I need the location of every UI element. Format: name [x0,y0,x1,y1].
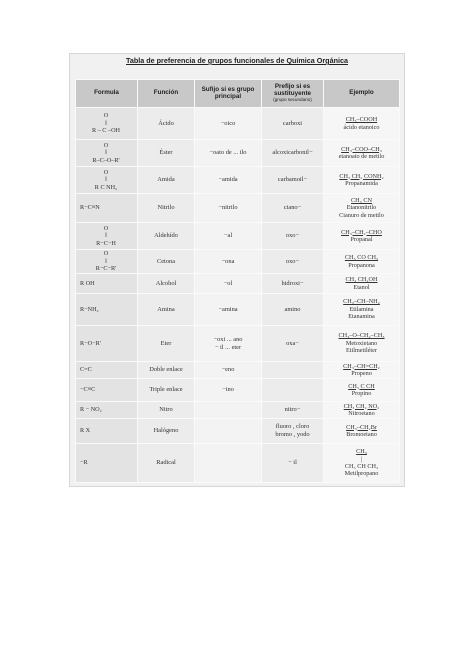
example-line: CH₃–O–CH₂–CH₃ [338,332,385,340]
formula-cell [76,326,138,362]
prefix-cell [262,140,324,167]
example-line: Etanonitrilo [346,204,377,212]
example-line: CH₃ CH₂OH [345,276,378,284]
prefix-line: carboxi [282,119,303,127]
table-row [76,250,400,274]
prefix-cell [262,444,324,483]
example-cell [324,167,400,194]
suffix-line: −oato de ... ilo [209,149,247,157]
function-line: Triple enlace [149,386,183,394]
table-row [76,419,400,444]
formula-line: C=C [80,366,92,374]
example-line: CH₃ CH CH₃ [344,463,379,470]
header-formula: Formula [76,80,138,108]
table-row [76,379,400,402]
example-cell [324,419,400,444]
function-cell [138,362,195,379]
example-line: CH₃ CN [351,196,372,204]
function-line: Radical [156,459,176,467]
prefix-cell [262,326,324,362]
prefix-line: amino [284,305,301,313]
formula-line: −C≡C [80,386,96,394]
suffix-line: −amida [218,176,238,184]
formula-line: O [103,250,109,258]
prefix-cell [262,108,324,140]
formula-line: ‖ [105,232,107,240]
table-row [76,167,400,194]
function-line: Doble enlace [149,366,183,374]
suffix-line: − il ... eter [214,343,242,351]
function-line: Amida [157,176,175,184]
header-prefijo-note: (grupo secundario) [273,96,312,102]
table-row [76,444,400,483]
function-line: Éster [159,149,173,157]
example-line: CH₃–CH₂Br [346,423,377,431]
formula-line: ‖ [105,257,107,265]
table-row [76,108,400,140]
document-title: Tabla de preferencia de grupos funcionales de Química Orgánica [126,56,348,65]
prefix-line: hidroxi− [281,279,304,287]
suffix-cell [195,379,262,402]
example-cell [324,274,400,294]
table-row [76,194,400,223]
formula-line: R–C–O–R' [92,156,120,164]
example-cell [324,194,400,223]
suffix-line: −oxi ... ano [213,335,243,343]
formula-line: R−O−R' [80,339,101,347]
formula-line: R C NH₂ [94,183,118,191]
prefix-cell [262,223,324,250]
table-row [76,274,400,294]
example-cell [324,379,400,402]
function-cell [138,402,195,419]
example-cell [324,223,400,250]
prefix-line: oxo− [285,232,300,240]
formula-line: −R [80,459,88,467]
formula-line: O [103,168,109,176]
table-row [76,362,400,379]
example-cell [324,326,400,362]
function-cell [138,250,195,274]
prefix-line: carbamoil− [277,176,308,184]
table-header-row [76,80,400,108]
prefix-line: fluoro , cloro [275,423,310,431]
function-cell [138,419,195,444]
example-cell [324,444,400,483]
prefix-cell [262,294,324,326]
function-cell [138,140,195,167]
suffix-cell [195,362,262,379]
formula-line: R OH [80,279,95,287]
header-funcion: Función [138,80,195,108]
prefix-line: oxa− [286,339,299,347]
prefix-cell [262,250,324,274]
example-line: Bromoetano [346,431,377,438]
table-row [76,223,400,250]
example-line: CH₃ C CH [348,382,375,390]
formula-line: R−C≡N [80,204,100,212]
formula-line: R−NH₂ [80,305,99,313]
formula-line: O [103,224,109,232]
example-line: Propino [351,390,372,397]
formula-line: O [103,112,109,120]
example-cell [324,362,400,379]
formula-line: ‖ [105,176,107,184]
example-line: Propanamida [345,180,378,187]
function-cell [138,326,195,362]
example-line: Etanamina [348,313,375,321]
formula-cell [76,108,138,140]
table-row [76,294,400,326]
formula-line: ‖ [105,149,107,157]
example-line: Metilpropano [344,470,379,478]
example-line: CH₃–CH–NH₂ [343,298,380,306]
formula-cell [76,402,138,419]
formula-line: R−C−R' [95,265,117,273]
example-line: CH₃–CH=CH₂ [343,362,380,370]
suffix-line: −ino [222,386,234,394]
example-cell [324,140,400,167]
formula-line: R−C−H [96,239,116,247]
example-line: CH₃–COO–CH₃ [341,145,382,153]
function-line: Halógeno [153,427,179,435]
suffix-line: −oico [220,119,236,127]
function-line: Nitrilo [157,204,175,212]
function-cell [138,294,195,326]
function-cell [138,379,195,402]
example-line: Propanal [350,236,373,243]
example-line: CH₃–CH₂–CHO [341,228,382,236]
suffix-cell [195,108,262,140]
suffix-line: −amina [218,305,238,313]
document-page [69,53,405,487]
suffix-cell [195,326,262,362]
suffix-line: −ol [223,279,233,287]
suffix-line: −ona [221,257,235,265]
example-line: Etanol [353,283,370,291]
suffix-line: −al [223,232,233,240]
example-line: Cianuro de metilo [339,211,384,219]
functional-groups-table [75,79,400,483]
example-cell [324,294,400,326]
suffix-cell [195,444,262,483]
function-line: Cetona [156,257,176,265]
header-prefijo [262,80,324,108]
suffix-cell [195,167,262,194]
example-line: etanoato de metilo [338,153,385,160]
prefix-cell [262,362,324,379]
example-line: CH₃ CH₂ NO₂ [343,402,380,410]
prefix-line: oxo− [285,257,300,265]
example-line: Etilamina [349,305,374,313]
formula-line: R − NO₂ [80,406,102,414]
suffix-line: −nitrilo [218,204,238,212]
example-line: Etilmetiléter [346,347,377,355]
function-line: Nitro [159,406,173,414]
example-line: CH₃ CO CH₃ [344,254,379,262]
prefix-cell [262,419,324,444]
formula-cell [76,223,138,250]
function-cell [138,274,195,294]
table-row [76,140,400,167]
example-cell [324,402,400,419]
formula-cell [76,379,138,402]
example-line: ácido etanoico [343,123,380,131]
function-cell [138,444,195,483]
suffix-cell [195,294,262,326]
formula-cell [76,167,138,194]
header-sufijo: Sufijo si es grupo principal [195,80,262,108]
formula-line: ‖ [105,119,107,127]
function-cell [138,108,195,140]
formula-cell [76,419,138,444]
example-line: CH₃ [356,448,367,456]
function-cell [138,167,195,194]
example-line: Propanona [348,261,375,269]
prefix-line: − il [288,459,297,467]
example-cell [324,250,400,274]
formula-cell [76,362,138,379]
formula-cell [76,274,138,294]
function-cell [138,194,195,223]
suffix-cell [195,140,262,167]
table-row [76,402,400,419]
table-row [76,326,400,362]
prefix-cell [262,167,324,194]
formula-line: O [103,141,109,149]
suffix-cell [195,274,262,294]
header-ejemplo: Ejemplo [324,80,400,108]
prefix-cell [262,402,324,419]
example-line: Propeno [351,370,372,377]
suffix-cell [195,419,262,444]
header-prefijo-label: Prefijo si es sustituyente [273,83,312,98]
formula-cell [76,250,138,274]
function-line: Ácido [158,119,174,127]
function-cell [138,223,195,250]
formula-line: R – C –OH [91,127,121,135]
prefix-line: ciano− [283,204,302,212]
example-line: Nitroetano [348,410,375,417]
function-line: Amina [157,305,175,313]
prefix-cell [262,379,324,402]
suffix-cell [195,402,262,419]
example-line: CH₃–COOH [345,116,378,124]
formula-cell [76,444,138,483]
function-line: Eter [160,339,172,347]
example-line: CH₃ CH₂ CONH₂ [339,172,384,180]
prefix-cell [262,274,324,294]
prefix-line: nitro− [284,406,301,414]
function-line: Alcohol [155,279,177,287]
suffix-cell [195,250,262,274]
formula-cell [76,140,138,167]
suffix-line: −eno [221,366,235,374]
formula-cell [76,194,138,223]
suffix-cell [195,223,262,250]
formula-cell [76,294,138,326]
prefix-cell [262,194,324,223]
suffix-cell [195,194,262,223]
example-cell [324,108,400,140]
example-line: Metoxietano [345,339,378,347]
formula-line: R X [80,427,91,435]
example-line: | [360,455,363,463]
function-line: Aldehído [154,232,178,240]
prefix-line: bromo , yodo [275,431,310,438]
prefix-line: alcoxicarbonil− [272,149,313,157]
